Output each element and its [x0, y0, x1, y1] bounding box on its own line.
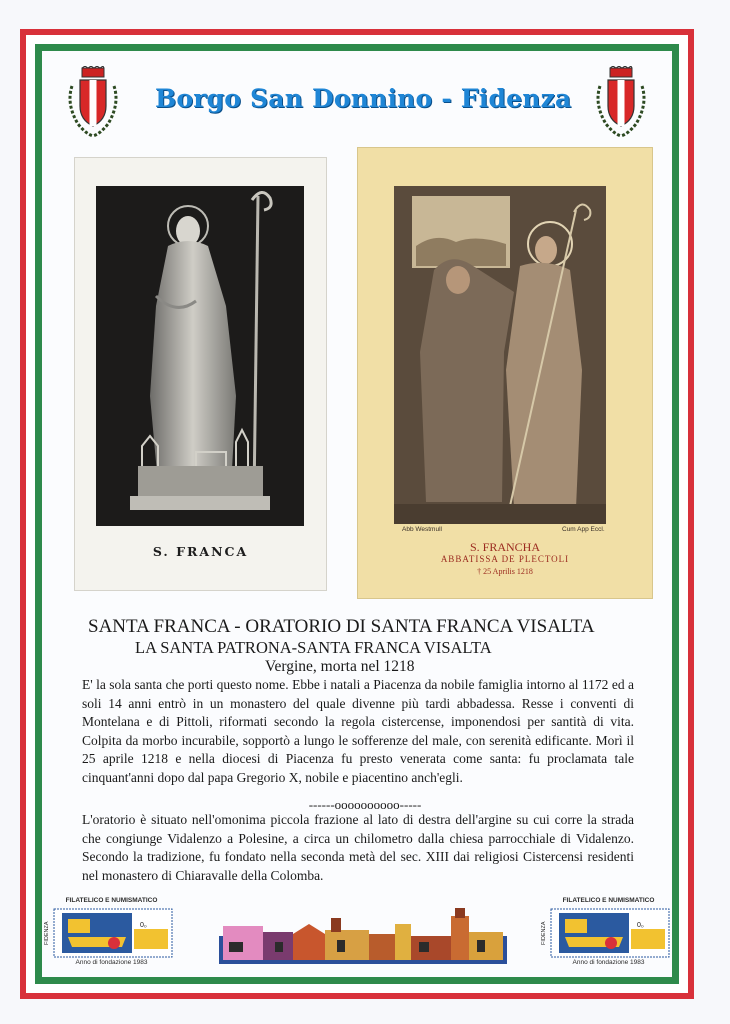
card-caption-name: S. FRANCHA	[469, 540, 541, 554]
article-paragraph-1: E' la sola santa che porti questo nome. Ebbe i natali a Piacenza da nobile famiglia intorno al 1172 ed a soli 14 anni entrò in un monastero del quale divenne più tardi abbadessa. Resse i conventi di Montelana e di Pittoli, riformati secondo la regola cistercense, imponendosi per santità di vita. Colpita da morbo incurabile, sopportò a lungo le sofferenze del male, con serenità edificante. Morì il 25 aprile 1218 e nella diocesi di Piacenza fu presto venerata come santa: fu proclamata tale cinquant'anni dopo dal papa Gregorio X, nobile e piacentino anch'egli.	[82, 677, 634, 785]
holy-card-santa-franca	[74, 157, 327, 591]
approval-credit: Cum App Eccl.	[562, 526, 605, 533]
stamp-value: 0₀	[140, 922, 147, 929]
fidenza-skyline-illustration	[219, 906, 507, 964]
philatelic-club-logo	[44, 897, 179, 969]
section-separator: ------oooooooooo-----	[308, 797, 422, 812]
stamp-text: FIDENZA	[44, 921, 50, 945]
holy-card-s-francha	[357, 147, 653, 599]
engraving-photo	[394, 186, 606, 524]
article-heading: SANTA FRANCA - ORATORIO DI SANTA FRANCA VISALTA	[88, 616, 595, 637]
article-subheading: LA SANTA PATRONA-SANTA FRANCA VISALTA	[135, 638, 492, 657]
club-name: FILATELICO E NUMISMATICO	[65, 897, 158, 904]
club-name: FILATELICO E NUMISMATICO	[562, 897, 655, 904]
page-title: Borgo San Donnino - Fidenza	[155, 84, 572, 113]
card-caption-title: ABBATISSA DE PLECTOLI	[440, 554, 570, 564]
stamp-value: 0₀	[637, 922, 644, 929]
stamp-icon	[541, 905, 676, 959]
engraver-credit: Abb Westmull	[402, 526, 442, 533]
club-founded: Anno di fondazione 1983	[75, 959, 148, 966]
town-crest-icon	[64, 66, 122, 142]
card-caption: S. FRANCA	[152, 544, 249, 559]
article-paragraph-2: L'oratorio è situato nell'omonima piccola frazione al lato di destra dell'argine su cui corre la strada che congiunge Vidalenzo a Polesine, a circa un chilometro dalla chiesa parrocchiale di Vidalenzo. Secondo la tradizione, fu fondato nella seconda metà del sec. XIII dai religiosi Cistercensi residenti nel monastero di Chiaravalle della Colomba.	[82, 812, 634, 883]
town-crest-icon	[592, 66, 650, 142]
club-founded: Anno di fondazione 1983	[572, 959, 645, 966]
philatelic-club-logo	[541, 897, 676, 969]
stamp-text: FIDENZA	[541, 921, 547, 945]
stamp-icon	[44, 905, 179, 959]
card-caption-date: † 25 Aprilis 1218	[477, 567, 533, 576]
statue-photo	[96, 186, 304, 526]
article-subtitle: Vergine, morta nel 1218	[265, 658, 415, 675]
